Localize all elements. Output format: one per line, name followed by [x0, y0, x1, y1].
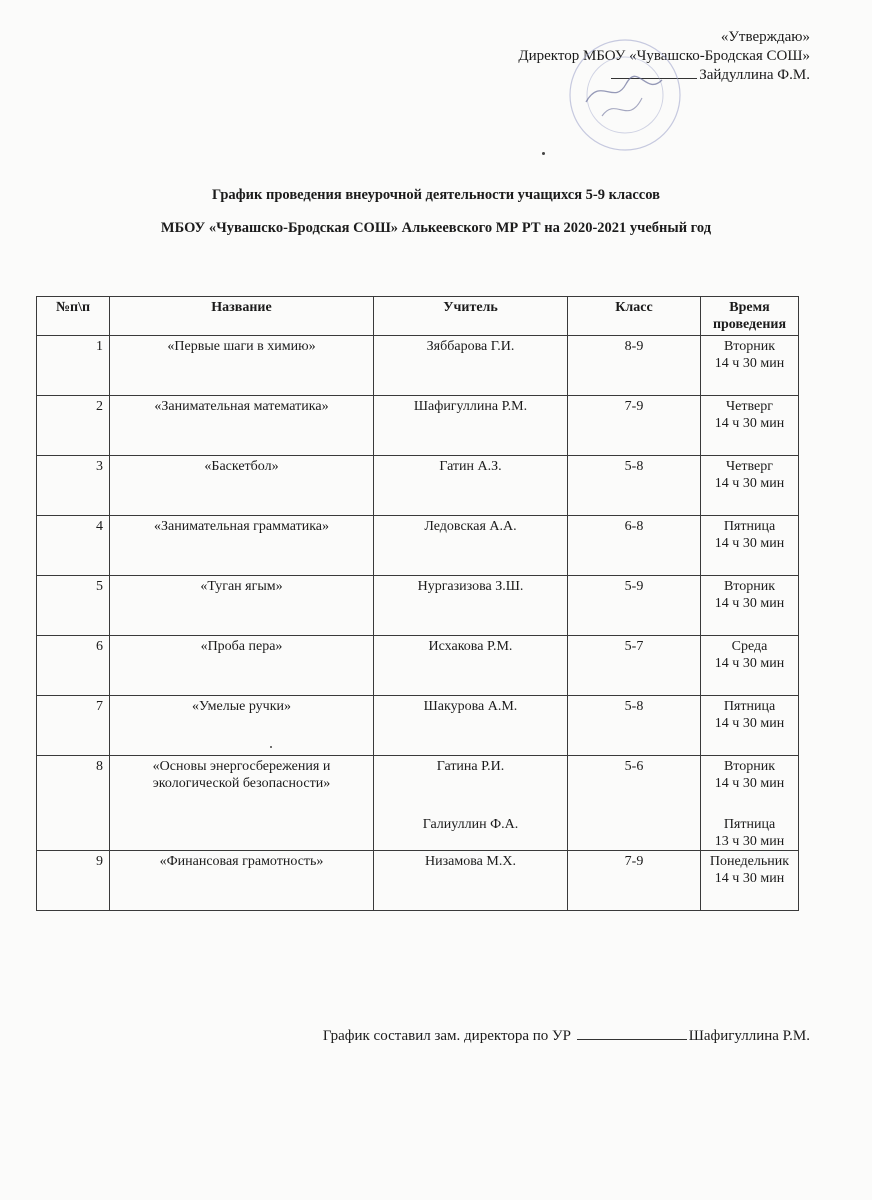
- row-number: 8: [96, 759, 103, 774]
- table-header-row: [37, 297, 799, 336]
- cell-number: [37, 756, 110, 851]
- cell-number: [37, 396, 110, 456]
- cell-class: [568, 336, 701, 396]
- time: 14 ч 30 мин: [714, 596, 785, 611]
- table-row: [37, 696, 799, 756]
- cell-time: [701, 756, 799, 851]
- teacher-name: Нургазизова З.Ш.: [417, 579, 524, 594]
- row-number: 1: [96, 339, 103, 354]
- table-row: [37, 396, 799, 456]
- approval-heading: «Утверждаю»: [720, 29, 810, 45]
- cell-name: [110, 456, 374, 516]
- cell-teacher: [374, 396, 568, 456]
- row-number: 9: [96, 854, 103, 869]
- table-row: [37, 516, 799, 576]
- activity-name: «Туган ягым»: [200, 579, 283, 594]
- class-range: 5-9: [624, 579, 644, 594]
- teacher-name: Низамова М.Х.: [425, 854, 516, 869]
- cell-time: [701, 456, 799, 516]
- activity-name: «Проба пера»: [200, 639, 283, 654]
- teacher-name: Шафигуллина Р.М.: [413, 399, 528, 414]
- row-number: 3: [96, 459, 103, 474]
- cell-class: [568, 396, 701, 456]
- cell-class: [568, 576, 701, 636]
- cell-name: [110, 851, 374, 911]
- time: 14 ч 30 мин: [714, 356, 785, 371]
- table-row: [37, 636, 799, 696]
- cell-name: [110, 636, 374, 696]
- time: 14 ч 30 мин: [714, 776, 785, 791]
- cell-name: [110, 576, 374, 636]
- cell-teacher: [374, 516, 568, 576]
- cell-time: [701, 336, 799, 396]
- day: Четверг: [726, 459, 773, 474]
- cell-name: [110, 516, 374, 576]
- class-range: 5-8: [624, 699, 644, 714]
- cell-teacher: [374, 456, 568, 516]
- cell-teacher: [374, 336, 568, 396]
- time: 14 ч 30 мин: [714, 536, 785, 551]
- director-name: Зайдуллина Ф.М.: [699, 67, 810, 83]
- day: Пятница: [723, 699, 776, 714]
- row-number: 6: [96, 639, 103, 654]
- cell-class: [568, 851, 701, 911]
- class-range: 7-9: [624, 854, 644, 869]
- table-row: [37, 456, 799, 516]
- col-header-class: Класс: [568, 297, 701, 336]
- class-range: 5-8: [624, 459, 644, 474]
- day: Вторник: [723, 759, 776, 774]
- cell-time: [701, 396, 799, 456]
- activity-name: «Занимательная грамматика»: [153, 519, 330, 534]
- teacher-name: Исхакова Р.М.: [428, 639, 513, 654]
- time: 14 ч 30 мин: [714, 476, 785, 491]
- time: 14 ч 30 мин: [714, 656, 785, 671]
- cell-number: [37, 456, 110, 516]
- activity-name: «Умелые ручки»: [191, 699, 291, 714]
- teacher-name: Гатин А.З.: [439, 459, 502, 474]
- document-title: График проведения внеурочной деятельности учащихся 5-9 классов: [212, 187, 660, 203]
- cell-class: [568, 516, 701, 576]
- cell-time: [701, 851, 799, 911]
- document-subtitle: МБОУ «Чувашско-Бродская СОШ» Алькеевского МР РТ на 2020-2021 учебный год: [160, 220, 712, 236]
- col-header-teacher: Учитель: [374, 297, 568, 336]
- footer-signature-blank: [577, 1039, 687, 1040]
- cell-teacher: [374, 851, 568, 911]
- speck: [542, 152, 545, 155]
- day: Среда: [731, 639, 768, 654]
- cell-teacher: [374, 756, 568, 851]
- row-number: 4: [96, 519, 103, 534]
- cell-name: [110, 396, 374, 456]
- cell-number: [37, 576, 110, 636]
- cell-name: [110, 756, 374, 851]
- day: Четверг: [726, 399, 773, 414]
- teacher-name: Ледовская А.А.: [424, 519, 517, 534]
- cell-time: [701, 516, 799, 576]
- activity-name: «Баскетбол»: [204, 459, 279, 474]
- class-range: 5-6: [624, 759, 644, 774]
- day-second: Пятница: [723, 817, 776, 832]
- cell-class: [568, 756, 701, 851]
- cell-number: [37, 851, 110, 911]
- day: Пятница: [723, 519, 776, 534]
- table-row: [37, 336, 799, 396]
- activity-name: «Основы энергосбережения и экологической безопасности»: [152, 759, 331, 791]
- row-number: 2: [96, 399, 103, 414]
- col-header-number: №п\п: [37, 297, 110, 336]
- approval-director-line: Директор МБОУ «Чувашско-Бродская СОШ»: [518, 48, 810, 64]
- time: 14 ч 30 мин: [714, 871, 785, 886]
- cell-number: [37, 696, 110, 756]
- cell-teacher: [374, 636, 568, 696]
- cell-name: [110, 336, 374, 396]
- cell-class: [568, 636, 701, 696]
- day: Вторник: [723, 579, 776, 594]
- footer-prefix: График составил зам. директора по УР: [322, 1028, 571, 1044]
- activity-name: «Занимательная математика»: [154, 399, 329, 414]
- table-row: [37, 756, 799, 851]
- cell-time: [701, 696, 799, 756]
- class-range: 5-7: [624, 639, 644, 654]
- time: 14 ч 30 мин: [714, 716, 785, 731]
- cell-teacher: [374, 576, 568, 636]
- row-number: 7: [96, 699, 103, 714]
- teacher-name: Шакурова А.М.: [423, 699, 518, 714]
- day: Вторник: [723, 339, 776, 354]
- cell-teacher: [374, 696, 568, 756]
- stamp-seal-icon: [566, 36, 684, 154]
- row-number: 5: [96, 579, 103, 594]
- cell-class: [568, 456, 701, 516]
- table-row: [37, 851, 799, 911]
- day: Понедельник: [709, 854, 790, 869]
- activity-name: «Первые шаги в химию»: [167, 339, 316, 354]
- class-range: 8-9: [624, 339, 644, 354]
- class-range: 6-8: [624, 519, 644, 534]
- col-header-name: Название: [110, 297, 374, 336]
- table-row: [37, 576, 799, 636]
- teacher-name: Зяббарова Г.И.: [426, 339, 515, 354]
- cell-number: [37, 636, 110, 696]
- cell-number: [37, 336, 110, 396]
- class-range: 7-9: [624, 399, 644, 414]
- activity-name: «Финансовая грамотность»: [159, 854, 324, 869]
- speck: [270, 746, 272, 748]
- teacher-name-second: Галиуллин Ф.А.: [422, 817, 519, 832]
- col-header-time: Время проведения: [701, 297, 799, 336]
- cell-time: [701, 636, 799, 696]
- time-second: 13 ч 30 мин: [714, 834, 785, 849]
- teacher-name: Гатина Р.И.: [436, 759, 505, 774]
- cell-name: [110, 696, 374, 756]
- cell-time: [701, 576, 799, 636]
- cell-class: [568, 696, 701, 756]
- time: 14 ч 30 мин: [714, 416, 785, 431]
- cell-number: [37, 516, 110, 576]
- schedule-table: [36, 296, 799, 911]
- footer-name: Шафигуллина Р.М.: [688, 1028, 810, 1044]
- footer-signature: [323, 1028, 810, 1045]
